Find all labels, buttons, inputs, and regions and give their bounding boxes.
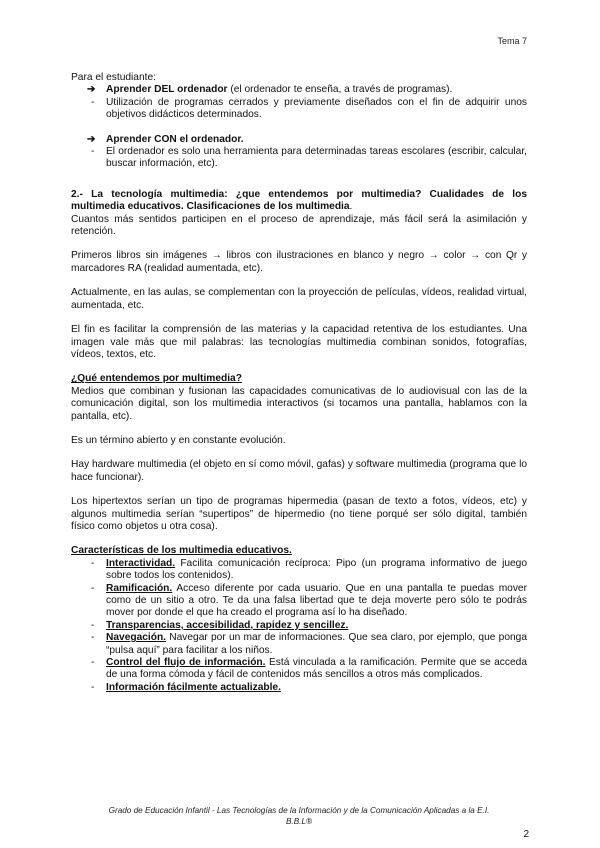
- intro-line: Para el estudiante:: [71, 72, 156, 83]
- spacer: [71, 312, 527, 324]
- list-aprender-con: [71, 134, 527, 171]
- item-desc: Navegar por un mar de informaciones. Que sea claro, por ejemplo, que ponga “pulsa aquí” para facilitar a los niños.: [106, 632, 527, 656]
- list-item: [71, 632, 527, 657]
- arrow-item-aprender-del: [71, 84, 527, 96]
- dash-icon: -: [91, 96, 95, 108]
- list-aprender-del: [71, 84, 527, 121]
- arrow-icon: ➔: [87, 84, 96, 96]
- section-heading-multimedia: [71, 189, 527, 214]
- footer-course-line: Grado de Educación Infantil - Las Tecnologías de la Información y de la Comunicación Aplicadas a la E.I.: [108, 806, 490, 815]
- dash-icon: -: [91, 582, 95, 594]
- item-term: Control del flujo de información.: [106, 657, 266, 669]
- spacer: [71, 423, 527, 435]
- document-body: [71, 72, 527, 694]
- item-desc: Acceso diferente por cada usuario. Que en una pantalla te puedas mover como de un sitio a otro. Te da una falsa libertad que te deja moverte pero sólo te podrás mover por donde el que ha creado el programa así lo ha diseñado.: [106, 582, 527, 619]
- aprender-con-detail: El ordenador es solo una herramienta para determinadas tareas escolares (escribir, calcular, buscar información, etc).: [106, 146, 527, 170]
- dash-icon: -: [91, 146, 95, 158]
- dash-icon: -: [91, 657, 95, 669]
- subheading-que-entendemos: ¿Qué entendemos por multimedia?: [71, 373, 242, 385]
- paragraph: El fin es facilitar la comprensión de las materias y la capacidad retentiva de los estudiantes. Una imagen vale más que mil palabras: las tecnologías multimedia combinan sonidos, fotografías, vídeos, textos, etc.: [71, 324, 527, 360]
- dash-icon: -: [91, 632, 95, 644]
- dash-icon: -: [91, 557, 95, 569]
- arrow-item-aprender-con: [71, 134, 527, 146]
- spacer: [71, 447, 527, 459]
- aprender-del-title: Aprender DEL ordenador: [106, 84, 228, 96]
- list-item: [71, 657, 527, 682]
- aprender-del-desc: (el ordenador te enseña, a través de programas).: [227, 84, 453, 96]
- item-term: Ramificación.: [106, 582, 173, 594]
- paragraph: Cuantos más sentidos participen en el proceso de aprendizaje, más fácil será la asimilación y retención.: [71, 213, 527, 238]
- page-footer: [71, 805, 527, 827]
- item-desc: Facilita comunicación recíproca: Pipo (un programa informativo de juego sobre todos los contenidos).: [106, 557, 527, 582]
- dash-icon: -: [91, 681, 95, 693]
- paragraph: Es un término abierto y en constante evolución.: [71, 434, 286, 446]
- paragraph: Hay hardware multimedia (el objeto en sí como móvil, gafas) y software multimedia (programa que lo hace funcionar).: [71, 459, 527, 483]
- list-item: [71, 146, 527, 171]
- spacer: [71, 238, 527, 250]
- section-heading-text: 2.- La tecnología multimedia: ¿que entendemos por multimedia? Cualidades de los multimedia educativos. Clasificaciones de los multimedia: [71, 188, 527, 213]
- aprender-del-detail: Utilización de programas cerrados y previamente diseñados con el fin de adquirir unos objetivos didácticos determinados.: [106, 96, 527, 121]
- footer-author-line: B.B.L®: [285, 817, 313, 826]
- item-term: Transparencias, accesibilidad, rapidez y sencillez.: [106, 619, 349, 631]
- item-term: Navegación.: [106, 632, 167, 644]
- list-item: [71, 558, 527, 583]
- paragraph: Medios que combinan y fusionan las capacidades comunicativas de lo audiovisual con las de la comunicación digital, son los multimedia interactivos (si tocamos una pantalla, hablamos con la pantalla, etc).: [71, 385, 527, 422]
- dash-icon: -: [91, 619, 95, 631]
- spacer: [71, 122, 527, 134]
- list-item: [71, 97, 527, 122]
- list-item: [71, 682, 527, 694]
- paragraph: Los hipertextos serían un tipo de programas hipermedia (pasan de texto a fotos, vídeos, etc) y algunos multimedia serían “supertipos” de hipermedio (no tiene porqué ser sólo digital, también físico como objetos u otra cosa).: [71, 496, 527, 532]
- aprender-con-title: Aprender CON el ordenador.: [106, 133, 244, 145]
- page-number: 2: [523, 829, 529, 840]
- arrow-icon: ➔: [87, 133, 96, 145]
- item-term: Información fácilmente actualizable.: [106, 681, 281, 693]
- spacer: [71, 533, 527, 545]
- paragraph: Primeros libros sin imágenes → libros con ilustraciones en blanco y negro → color → con Qr y marcadores RA (realidad aumentada, etc).: [71, 250, 527, 274]
- page-header-tema: Tema 7: [497, 36, 527, 46]
- spacer: [71, 275, 527, 287]
- spacer: [71, 361, 527, 373]
- item-desc: Está vinculada a la ramificación. Permite que se acceda de una forma cómoda y fácil de contenidos más sencillos a otros más complicados.: [106, 657, 527, 681]
- list-item: [71, 620, 527, 632]
- subheading-caracteristicas: Características de los multimedia educativos.: [71, 545, 292, 557]
- item-term: Interactividad.: [106, 557, 176, 569]
- paragraph: Actualmente, en las aulas, se complementan con la proyección de películas, vídeos, realidad virtual, aumentada, etc.: [71, 287, 527, 311]
- section-heading-dot: .: [349, 201, 353, 213]
- spacer: [71, 484, 527, 496]
- list-caracteristicas: [71, 558, 527, 694]
- spacer: [71, 171, 527, 183]
- list-item: [71, 583, 527, 620]
